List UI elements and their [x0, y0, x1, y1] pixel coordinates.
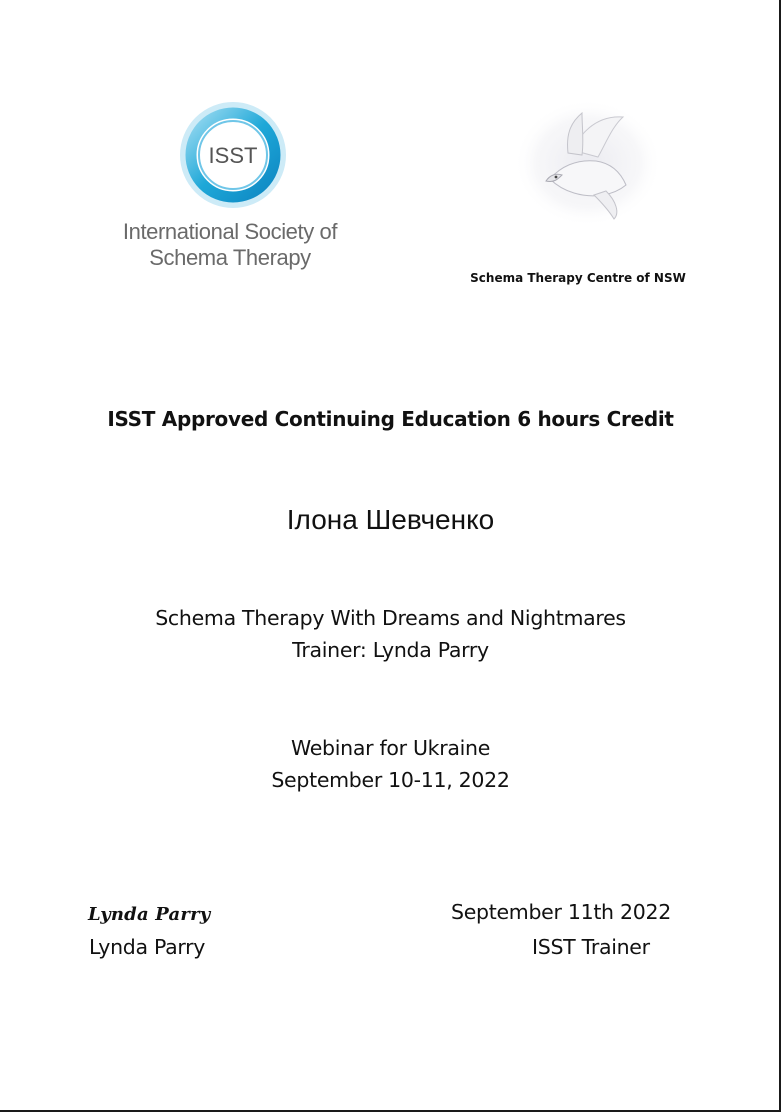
isst-badge-text: ISST — [208, 143, 258, 168]
isst-organization-name — [110, 219, 350, 271]
isst-name-line2: Schema Therapy — [149, 245, 311, 270]
credit-title: ISST Approved Continuing Education 6 hours Credit — [107, 407, 674, 431]
isst-logo — [110, 95, 350, 285]
recipient-name: Ілона Шевченко — [286, 504, 495, 535]
handwritten-signature: Lynda Parry — [88, 904, 211, 925]
issue-date: September 11th 2022 — [451, 900, 671, 924]
isst-ring-icon — [178, 100, 288, 210]
trainer-role: ISST Trainer — [532, 935, 650, 959]
course-block — [0, 602, 781, 666]
centre-name: Schema Therapy Centre of NSW — [470, 271, 686, 285]
course-title: Schema Therapy With Dreams and Nightmares — [155, 606, 626, 630]
trainer-line: Trainer: Lynda Parry — [292, 638, 489, 662]
dove-icon — [510, 95, 660, 230]
isst-name-line1: International Society of — [122, 219, 338, 244]
event-block — [0, 732, 781, 796]
event-dates: September 10-11, 2022 — [271, 768, 510, 792]
signatory-name: Lynda Parry — [89, 935, 206, 959]
event-name: Webinar for Ukraine — [290, 736, 491, 760]
